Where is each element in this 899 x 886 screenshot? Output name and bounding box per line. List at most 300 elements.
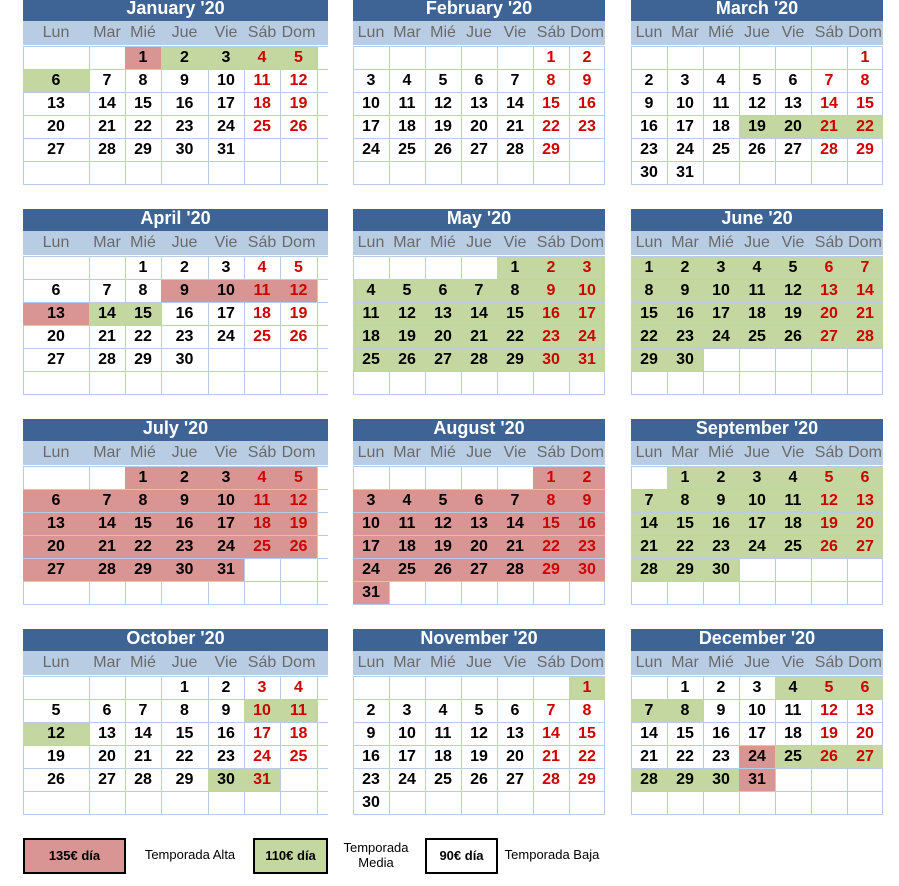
day-cell: 16 [175,95,194,112]
day-cell: 20 [23,536,89,558]
day-cell: 13 [470,95,488,112]
day-cell: 22 [676,748,694,765]
day-cell: 7 [102,282,112,299]
day-cell: 22 [134,118,152,135]
day-cell: 26 [280,536,317,558]
day-cell: 14 [497,513,533,535]
day-cell: 20 [811,303,847,325]
day-cell: 29 [134,141,152,158]
day-cell: 9 [533,280,569,302]
day-cell: 22 [175,748,194,765]
day-cell: 7 [89,490,125,512]
weekday-label: Jue [744,654,770,671]
day-cell: 29 [497,349,533,371]
day-cell: 21 [631,536,667,558]
day-cell: 5 [280,47,317,69]
day-cell: 13 [847,490,883,512]
day-cell: 18 [784,725,802,742]
month-2 [353,0,605,185]
month-12 [631,629,883,815]
day-cell: 2 [180,259,189,276]
weekday-header [23,441,328,465]
day-cell: 16 [217,725,235,742]
day-cell: 16 [533,303,569,325]
weekday-label: Lun [42,234,70,251]
day-cell: 24 [208,536,244,558]
day-cell: 29 [856,141,874,158]
day-cell: 15 [578,725,596,742]
day-cell: 1 [138,259,148,276]
weekday-label: Lun [357,444,385,461]
day-cell: 21 [506,118,524,135]
day-cell: 19 [434,118,452,135]
day-cell: 27 [23,559,89,581]
day-cell: 27 [784,141,802,158]
day-cell: 8 [125,490,161,512]
day-cell: 19 [820,725,838,742]
day-cell: 13 [23,303,89,325]
day-cell: 11 [398,95,416,112]
day-cell: 9 [644,95,654,112]
day-cell: 14 [461,303,497,325]
weekday-header [631,651,883,675]
day-cell: 6 [23,490,89,512]
day-cell: 29 [125,559,161,581]
day-cell: 26 [811,746,847,768]
month-title: January '20 [23,0,328,21]
weekday-label: Dom [570,654,604,671]
grid-line [631,814,883,815]
day-cell: 15 [125,513,161,535]
day-cell: 27 [470,141,488,158]
day-cell: 21 [640,748,658,765]
weekday-label: Dom [281,234,316,251]
day-cell: 30 [569,559,605,581]
day-cell: 5 [811,677,847,699]
day-cell: 29 [667,559,703,581]
day-cell: 22 [847,116,883,138]
day-cell: 3 [366,72,376,89]
day-cell: 26 [389,349,425,371]
day-cell: 13 [506,725,524,742]
day-cell: 28 [847,326,883,348]
day-cell: 24 [253,748,271,765]
day-cell: 13 [461,513,497,535]
day-cell: 29 [667,769,703,791]
day-cell: 25 [398,141,416,158]
day-cell: 31 [244,769,280,791]
month-1 [23,0,328,185]
day-cell: 5 [294,259,303,276]
day-cell: 23 [161,536,208,558]
day-cell: 11 [712,95,730,112]
day-cell: 6 [510,702,520,719]
weekday-label: Mié [708,444,734,461]
day-cell: 5 [752,72,762,89]
day-cell: 10 [217,72,235,89]
day-cell: 3 [739,467,775,489]
day-cell: 13 [811,280,847,302]
day-cell: 17 [253,725,271,742]
weekday-label: Mié [708,654,734,671]
weekday-label: Lun [42,24,70,41]
day-cell: 16 [667,303,703,325]
weekday-label: Vie [503,654,527,671]
day-cell: 29 [134,351,152,368]
weekday-label: Mar [93,444,121,461]
day-cell: 29 [631,349,667,371]
day-cell: 15 [631,303,667,325]
day-cell: 19 [389,326,425,348]
grid-line [631,371,883,372]
day-cell: 16 [362,748,380,765]
day-cell: 20 [425,326,461,348]
weekday-label: Dom [848,24,882,41]
day-cell: 21 [811,116,847,138]
day-cell: 26 [775,326,811,348]
day-cell: 28 [89,559,125,581]
day-cell: 30 [640,164,658,181]
legend-baja-box: 90€ día [425,838,498,874]
day-cell: 11 [244,280,280,302]
day-cell: 15 [497,303,533,325]
day-cell: 23 [217,748,235,765]
day-cell: 3 [208,467,244,489]
weekday-label: Jue [171,444,198,461]
day-cell: 14 [631,513,667,535]
day-cell: 10 [208,280,244,302]
day-cell: 11 [353,303,389,325]
grid-line [353,581,605,582]
weekday-label: Vie [503,444,527,461]
weekday-label: Mar [393,654,421,671]
day-cell: 1 [569,677,605,699]
day-cell: 1 [125,467,161,489]
weekday-label: Sáb [247,654,277,671]
weekday-header [353,21,605,45]
day-cell: 25 [712,141,730,158]
month-3 [631,0,883,185]
weekday-label: Lun [635,24,663,41]
day-cell: 25 [244,536,280,558]
day-cell: 14 [506,95,524,112]
day-cell: 2 [533,257,569,279]
day-cell: 16 [569,513,605,535]
day-cell: 2 [161,47,208,69]
day-cell: 5 [438,72,448,89]
day-cell: 20 [47,118,65,135]
day-cell: 13 [856,702,874,719]
day-cell: 30 [703,559,739,581]
day-cell: 21 [98,328,116,345]
weekday-label: Mié [130,234,156,251]
day-cell: 21 [134,748,152,765]
day-cell: 12 [280,280,317,302]
weekday-label: Sáb [247,444,277,461]
day-cell: 8 [631,280,667,302]
day-cell: 9 [161,490,208,512]
day-cell: 29 [578,771,596,788]
day-cell: 18 [712,118,730,135]
grid-line [23,371,328,372]
day-cell: 4 [257,259,267,276]
weekday-label: Jue [466,24,492,41]
weekday-label: Sáb [536,24,566,41]
grid-line [631,581,883,582]
day-cell: 3 [221,259,231,276]
day-cell: 2 [569,467,605,489]
day-cell: 4 [438,702,448,719]
day-cell: 5 [389,280,425,302]
day-cell: 25 [289,748,308,765]
weekday-label: Lun [635,444,663,461]
day-cell: 9 [667,280,703,302]
day-cell: 23 [175,118,194,135]
day-cell: 1 [860,49,870,66]
grid-line [23,814,328,815]
legend-alta-label: Temporada Alta [144,847,236,862]
day-cell: 9 [221,702,231,719]
day-cell: 11 [389,513,425,535]
day-cell: 15 [125,303,161,325]
day-cell: 24 [217,328,235,345]
day-cell: 18 [353,326,389,348]
weekday-label: Mar [93,234,121,251]
weekday-label: Dom [848,654,882,671]
day-cell: 4 [402,72,412,89]
day-cell: 22 [533,536,569,558]
weekday-label: Mié [430,234,456,251]
day-cell: 29 [533,559,569,581]
day-cell: 27 [506,771,524,788]
weekday-header [631,441,883,465]
month-title: February '20 [353,0,605,21]
day-cell: 26 [47,771,65,788]
weekday-label: Mar [671,444,699,461]
day-cell: 17 [569,303,605,325]
day-cell: 15 [676,725,694,742]
day-cell: 4 [775,677,811,699]
day-cell: 16 [161,513,208,535]
day-cell: 28 [461,349,497,371]
day-cell: 4 [294,679,303,696]
day-cell: 10 [398,725,416,742]
weekday-label: Vie [503,24,527,41]
day-cell: 23 [533,326,569,348]
day-cell: 9 [161,280,208,302]
day-cell: 8 [582,702,592,719]
weekday-header [23,21,328,45]
month-10 [23,629,328,815]
day-cell: 8 [138,72,148,89]
day-cell: 25 [775,536,811,558]
day-cell: 23 [569,536,605,558]
day-cell: 18 [253,305,271,322]
day-cell: 1 [180,679,189,696]
day-cell: 18 [398,118,416,135]
day-cell: 10 [748,702,766,719]
day-cell: 17 [217,95,235,112]
day-cell: 4 [353,280,389,302]
day-cell: 28 [506,141,524,158]
weekday-label: Dom [281,654,316,671]
day-cell: 17 [353,536,389,558]
day-cell: 27 [847,746,883,768]
day-cell: 8 [667,700,703,722]
day-cell: 31 [739,769,775,791]
day-cell: 12 [470,725,488,742]
day-cell: 18 [739,303,775,325]
day-cell: 20 [470,118,488,135]
day-cell: 31 [208,559,244,581]
day-cell: 28 [134,771,152,788]
day-cell: 3 [402,702,412,719]
day-cell: 28 [497,559,533,581]
legend-baja-label: Temporada Baja [504,847,600,862]
day-cell: 20 [847,513,883,535]
day-cell: 15 [533,513,569,535]
weekday-header [353,651,605,675]
day-cell: 30 [703,769,739,791]
day-cell: 21 [461,326,497,348]
day-cell: 17 [398,748,416,765]
weekday-label: Mié [130,444,156,461]
weekday-label: Vie [214,234,238,251]
day-cell: 5 [474,702,484,719]
day-cell: 23 [640,141,658,158]
day-cell: 7 [497,490,533,512]
day-cell: 30 [208,769,244,791]
day-cell: 25 [739,326,775,348]
day-cell: 22 [667,536,703,558]
day-cell: 22 [134,328,152,345]
day-cell: 8 [533,490,569,512]
day-cell: 12 [289,72,308,89]
day-cell: 17 [676,118,694,135]
day-cell: 20 [98,748,116,765]
day-cell: 18 [244,513,280,535]
day-cell: 27 [811,326,847,348]
day-cell: 14 [89,513,125,535]
day-cell: 27 [847,536,883,558]
day-cell: 22 [631,326,667,348]
day-cell: 16 [712,725,730,742]
weekday-label: Mar [393,24,421,41]
day-cell: 18 [775,513,811,535]
day-cell: 1 [533,467,569,489]
grid-line [631,394,883,395]
day-cell: 4 [244,47,280,69]
month-title: April '20 [23,209,328,231]
day-cell: 23 [712,748,730,765]
day-cell: 21 [89,536,125,558]
month-5 [353,209,605,395]
weekday-label: Mar [93,654,121,671]
day-cell: 16 [578,95,596,112]
day-cell: 19 [425,536,461,558]
day-cell: 9 [716,702,726,719]
day-cell: 17 [703,303,739,325]
day-cell: 15 [542,95,560,112]
weekday-label: Mié [130,24,156,41]
day-cell: 10 [739,490,775,512]
grid-line [353,371,605,372]
day-cell: 10 [208,490,244,512]
legend-media-box: 110€ día [253,838,328,874]
month-7 [23,419,328,605]
weekday-label: Mié [430,444,456,461]
weekday-header [23,231,328,255]
weekday-label: Mar [93,24,121,41]
day-cell: 6 [425,280,461,302]
day-cell: 19 [280,513,317,535]
day-cell: 4 [775,467,811,489]
day-cell: 3 [208,47,244,69]
grid-line [631,604,883,605]
weekday-label: Dom [281,444,316,461]
grid-line [23,791,328,792]
day-cell: 11 [775,490,811,512]
grid-line [353,791,605,792]
day-cell: 2 [582,49,592,66]
day-cell: 29 [175,771,194,788]
weekday-label: Sáb [814,654,844,671]
weekday-label: Sáb [247,24,277,41]
day-cell: 14 [640,725,658,742]
weekday-label: Lun [42,444,70,461]
day-cell: 26 [434,141,452,158]
weekday-label: Lun [357,654,385,671]
day-cell: 12 [434,95,452,112]
grid-line [23,394,328,395]
day-cell: 8 [667,490,703,512]
day-cell: 19 [470,748,488,765]
weekday-label: Mié [430,654,456,671]
day-cell: 7 [461,280,497,302]
weekday-label: Lun [42,654,70,671]
day-cell: 14 [542,725,560,742]
month-title: September '20 [631,419,883,441]
grid-line [631,46,883,47]
day-cell: 7 [102,72,112,89]
grid-line [631,184,883,185]
day-cell: 27 [98,771,116,788]
weekday-label: Jue [466,654,492,671]
day-cell: 19 [811,513,847,535]
day-cell: 2 [366,702,376,719]
grid-line [23,604,328,605]
weekday-label: Mar [393,444,421,461]
month-title: July '20 [23,419,328,441]
day-cell: 7 [631,700,667,722]
day-cell: 5 [51,702,61,719]
day-cell: 12 [820,702,838,719]
day-cell: 24 [739,746,775,768]
weekday-label: Dom [848,444,882,461]
day-cell: 11 [784,702,802,719]
weekday-label: Mié [430,24,456,41]
day-cell: 17 [217,305,235,322]
day-cell: 21 [847,303,883,325]
day-cell: 27 [461,559,497,581]
day-cell: 16 [703,513,739,535]
day-cell: 14 [820,95,838,112]
day-cell: 3 [257,679,267,696]
day-cell: 12 [811,490,847,512]
day-cell: 30 [533,349,569,371]
grid-line [23,184,328,185]
day-cell: 28 [98,351,116,368]
